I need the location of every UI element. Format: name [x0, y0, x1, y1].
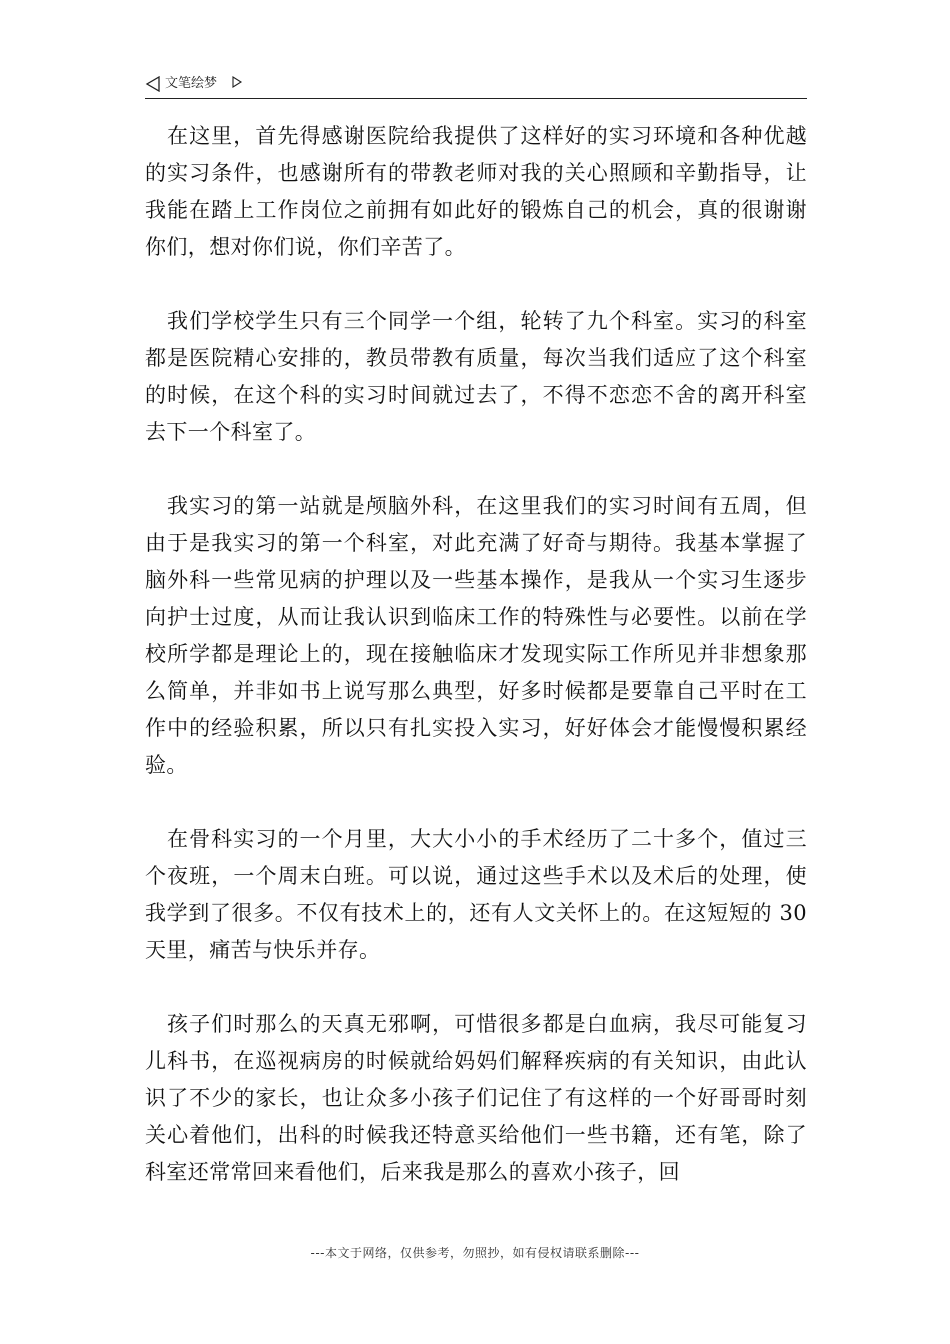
header-title: 文笔绘梦: [165, 76, 218, 91]
paragraph: 在骨科实习的一个月里，大大小小的手术经历了二十多个，值过三个夜班，一个周末白班。可以说，通过这些手术以及术后的处理，使我学到了很多。不仅有技术上的，还有人文关怀上的。在这短短的 30 天里，痛苦与快乐并存。: [145, 827, 807, 962]
page-footer: ---本文于网络，仅供参考，勿照抄，如有侵权请联系删除---: [310, 1246, 640, 1260]
paragraph: 孩子们时那么的天真无邪啊，可惜很多都是白血病，我尽可能复习儿科书，在巡视病房的时候就给妈妈们解释疾病的有关知识，由此认识了不少的家长，也让众多小孩子们记住了有这样的一个好哥哥时刻关心着他们，出科的时候我还特意买给他们一些书籍，还有笔，除了科室还常常回来看他们，后来我是那么的喜欢小孩子，回: [145, 1012, 807, 1184]
triangle-left-icon: [145, 76, 161, 92]
paragraph: 在这里，首先得感谢医院给我提供了这样好的实习环境和各种优越的实习条件，也感谢所有的带教老师对我的关心照顾和辛勤指导，让我能在踏上工作岗位之前拥有如此好的锻炼自己的机会，真的很谢谢你们，想对你们说，你们辛苦了。: [145, 124, 807, 259]
document-body: [145, 118, 807, 1228]
paragraph: 我实习的第一站就是颅脑外科，在这里我们的实习时间有五周，但由于是我实习的第一个科室，对此充满了好奇与期待。我基本掌握了脑外科一些常见病的护理以及一些基本操作，是我从一个实习生逐步向护士过度，从而让我认识到临床工作的特殊性与必要性。以前在学校所学都是理论上的，现在接触临床才发现实际工作所见并非想象那么简单，并非如书上说写那么典型，好多时候都是要靠自己平时在工作中的经验积累，所以只有扎实投入实习，好好体会才能慢慢积累经验。: [145, 494, 807, 777]
page-header: [145, 74, 807, 99]
triangle-right-icon: [231, 76, 243, 88]
paragraph: 我们学校学生只有三个同学一个组，轮转了九个科室。实习的科室都是医院精心安排的，教员带教有质量，每次当我们适应了这个科室的时候，在这个科的实习时间就过去了，不得不恋恋不舍的离开科室去下一个科室了。: [145, 309, 807, 444]
